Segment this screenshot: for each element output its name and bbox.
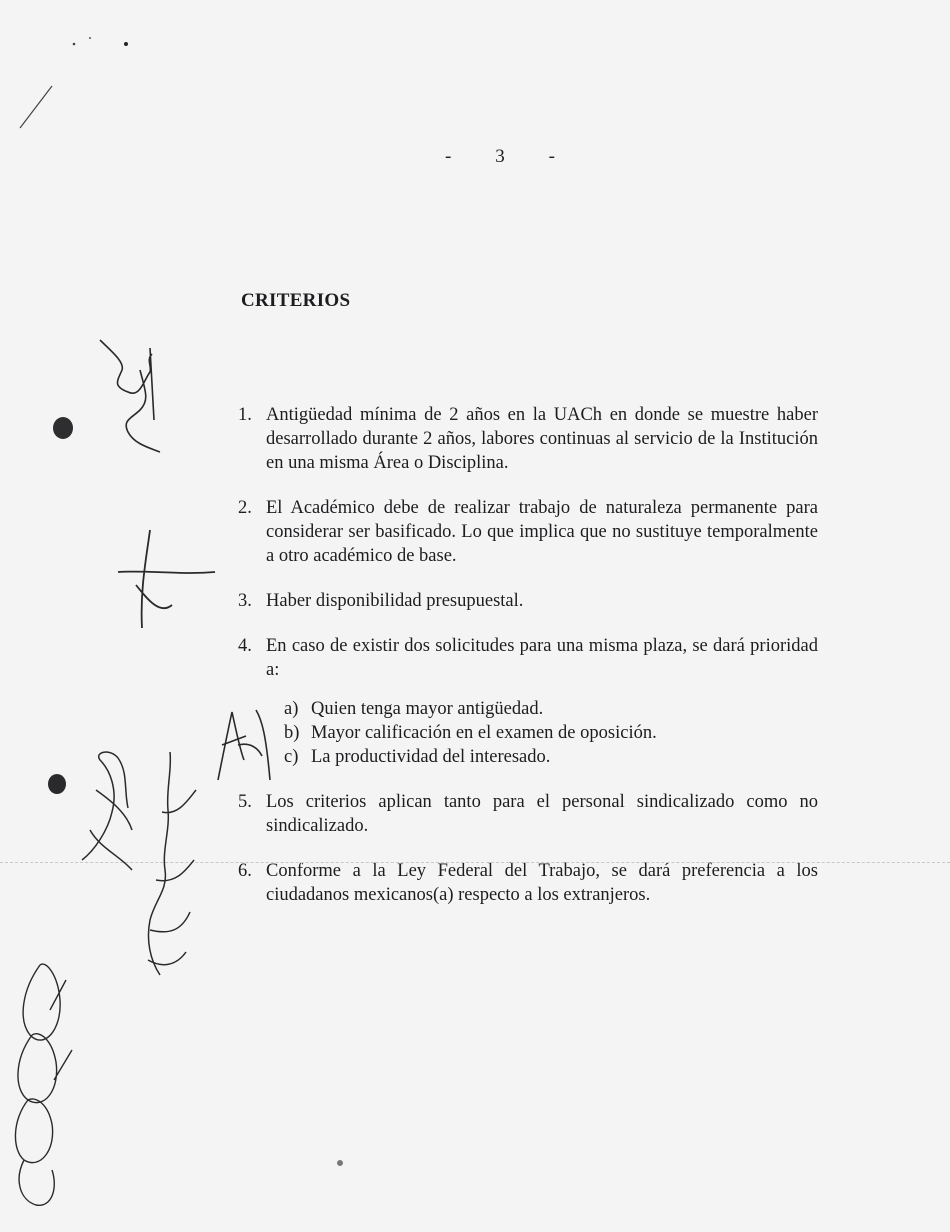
scan-fold-line (0, 862, 950, 863)
priority-sub-list (266, 697, 818, 769)
criterion-text: El Académico debe de realizar trabajo de naturaleza permanente para considerar ser basificado. Lo que implica que no sustituye temporalmente a otro académico de base. (266, 498, 818, 566)
page-number-dash-right: - (548, 146, 555, 167)
handwritten-signature (82, 752, 132, 870)
criterion-5 (238, 790, 818, 838)
criterion-text: Conforme a la Ley Federal del Trabajo, se dará preferencia a los ciudadanos mexicanos(a) respecto a los extranjeros. (266, 861, 818, 905)
criterion-4 (238, 634, 818, 769)
criterion-1 (238, 403, 818, 475)
page-number (445, 146, 555, 168)
criterion-number: 2. (238, 498, 252, 518)
criterion-text: En caso de existir dos solicitudes para una misma plaza, se dará prioridad a: (266, 636, 818, 680)
criterion-text: Los criterios aplican tanto para el personal sindicalizado como no sindicalizado. (266, 792, 818, 836)
criterion-3 (238, 589, 818, 613)
sub-item-text: Mayor calificación en el examen de oposición. (311, 723, 657, 743)
sub-item-letter: c) (284, 747, 299, 767)
handwritten-signature (15, 964, 72, 1205)
criterion-text: Haber disponibilidad presupuestal. (266, 591, 524, 611)
scan-speck (124, 42, 128, 46)
punch-hole-icon (48, 774, 66, 794)
sub-item-letter: b) (284, 723, 300, 743)
sub-item-text: Quien tenga mayor antigüedad. (311, 699, 544, 719)
scan-speck (73, 43, 76, 46)
scan-speck (89, 37, 91, 39)
criterion-6 (238, 859, 818, 907)
handwritten-initials (118, 530, 215, 628)
sub-item-c (284, 745, 818, 769)
page-number-value: 3 (495, 146, 505, 167)
handwritten-signature (148, 752, 196, 975)
criterion-number: 4. (238, 636, 252, 656)
punch-hole-icon (53, 417, 73, 439)
section-heading: CRITERIOS (241, 290, 351, 311)
scan-stroke (20, 86, 52, 128)
sub-item-b (284, 721, 818, 745)
page-number-dash-left: - (445, 146, 452, 167)
scan-speck (337, 1160, 343, 1166)
criterion-number: 5. (238, 792, 252, 812)
sub-item-a (284, 697, 818, 721)
criterion-number: 1. (238, 405, 252, 425)
sub-item-letter: a) (284, 699, 299, 719)
criterion-number: 3. (238, 591, 252, 611)
sub-item-text: La productividad del interesado. (311, 747, 551, 767)
criteria-list (238, 403, 818, 928)
criterion-text: Antigüedad mínima de 2 años en la UACh en donde se muestre haber desarrollado durante 2 años, labores continuas al servicio de la Institución en una misma Área o Disciplina. (266, 405, 818, 473)
criterion-number: 6. (238, 861, 252, 881)
handwritten-initials (100, 340, 160, 452)
criterion-2 (238, 496, 818, 568)
